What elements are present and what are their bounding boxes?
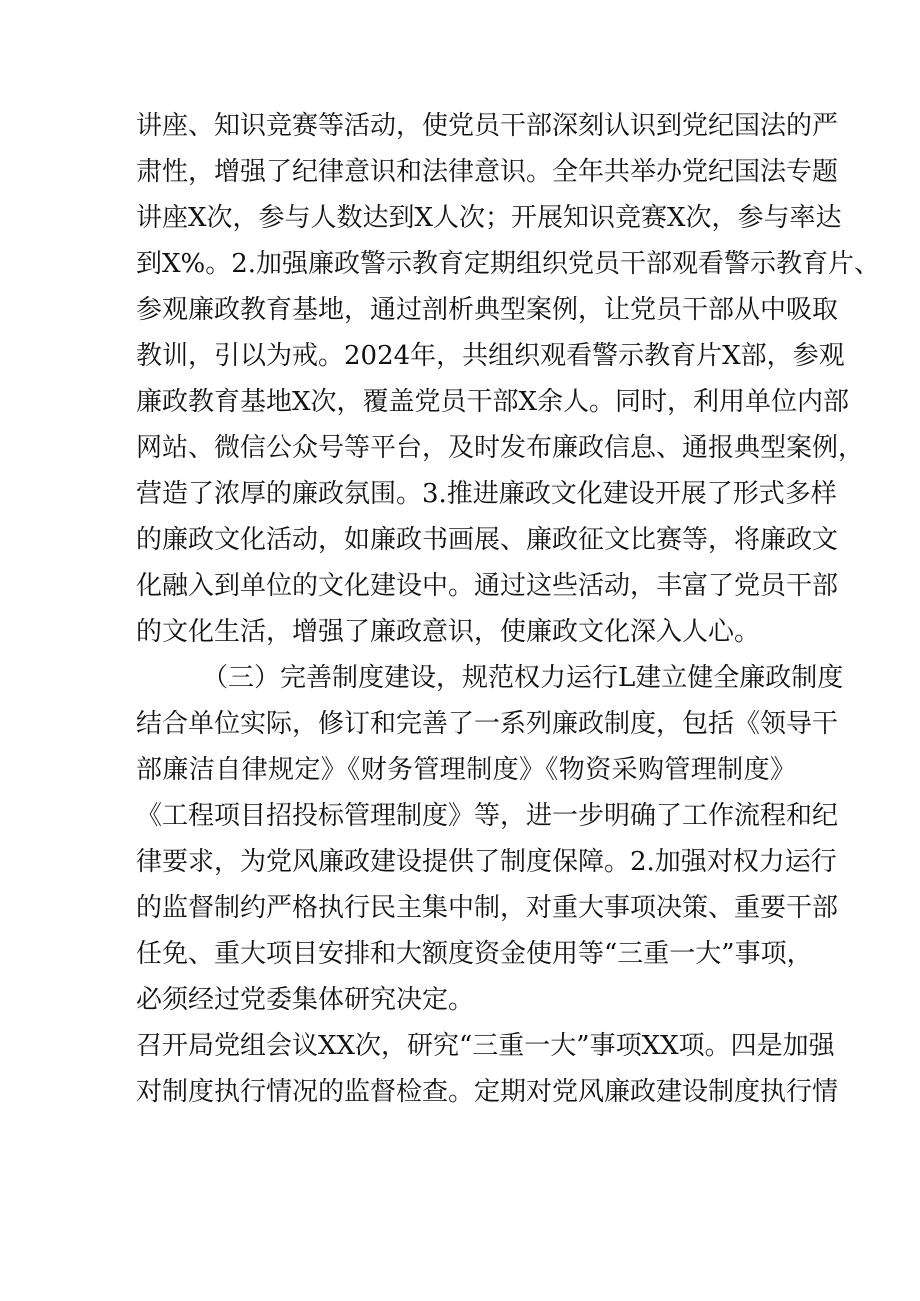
text-line: 任免、重大项目安排和大额度资金使用等“三重一大”事项， [136, 939, 813, 969]
section-heading-line: （三）完善制度建设，规范权力运行L建立健全廉政制度 [202, 663, 844, 693]
text-line: 的廉政文化活动，如廉政书画展、廉政征文比赛等，将廉政文 [136, 525, 839, 555]
text-line: 营造了浓厚的廉政氛围。3.推进廉政文化建设开展了形式多样 [136, 479, 837, 509]
body-text [136, 103, 881, 1115]
text-line: 廉政教育基地X次，覆盖党员干部X余人。同时，利用单位内部 [136, 387, 850, 417]
text-line: 对制度执行情况的监督检查。定期对党风廉政建设制度执行情 [136, 1077, 839, 1107]
text-line: 网站、微信公众号等平台，及时发布廉政信息、通报典型案例， [136, 433, 865, 463]
text-line: 讲座X次，参与人数达到X人次；开展知识竞赛X次，参与率达 [136, 203, 842, 233]
text-line: 肃性，增强了纪律意识和法律意识。全年共举办党纪国法专题 [136, 157, 839, 187]
text-line: 的监督制约严格执行民主集中制，对重大事项决策、重要干部 [136, 893, 839, 923]
text-line: 化融入到单位的文化建设中。通过这些活动，丰富了党员干部 [136, 571, 839, 601]
text-line: 参观廉政教育基地，通过剖析典型案例，让党员干部从中吸取 [136, 295, 839, 325]
text-line: 部廉洁自律规定》《财务管理制度》《物资采购管理制度》 [136, 755, 796, 785]
text-line: 讲座、知识竞赛等活动，使党员干部深刻认识到党纪国法的严 [136, 111, 839, 141]
text-line: 教训，引以为戒。2024年，共组织观看警示教育片X部，参观 [136, 341, 845, 371]
text-line: 召开局党组会议XX次，研究“三重一大”事项XX项。四是加强 [136, 1031, 835, 1061]
text-line: 《工程项目招投标管理制度》等，进一步明确了工作流程和纪 [136, 801, 839, 831]
text-line: 到X%。2.加强廉政警示教育定期组织党员干部观看警示教育片、 [136, 249, 881, 279]
paragraph-end-line: 必须经过党委集体研究决定。 [136, 985, 475, 1015]
text-line: 律要求，为党风廉政建设提供了制度保障。2.加强对权力运行 [136, 847, 837, 877]
paragraph-end-line: 的文化生活，增强了廉政意识，使廉政文化深入人心。 [136, 617, 761, 647]
text-line: 结合单位实际，修订和完善了一系列廉政制度，包括《领导干 [136, 709, 839, 739]
